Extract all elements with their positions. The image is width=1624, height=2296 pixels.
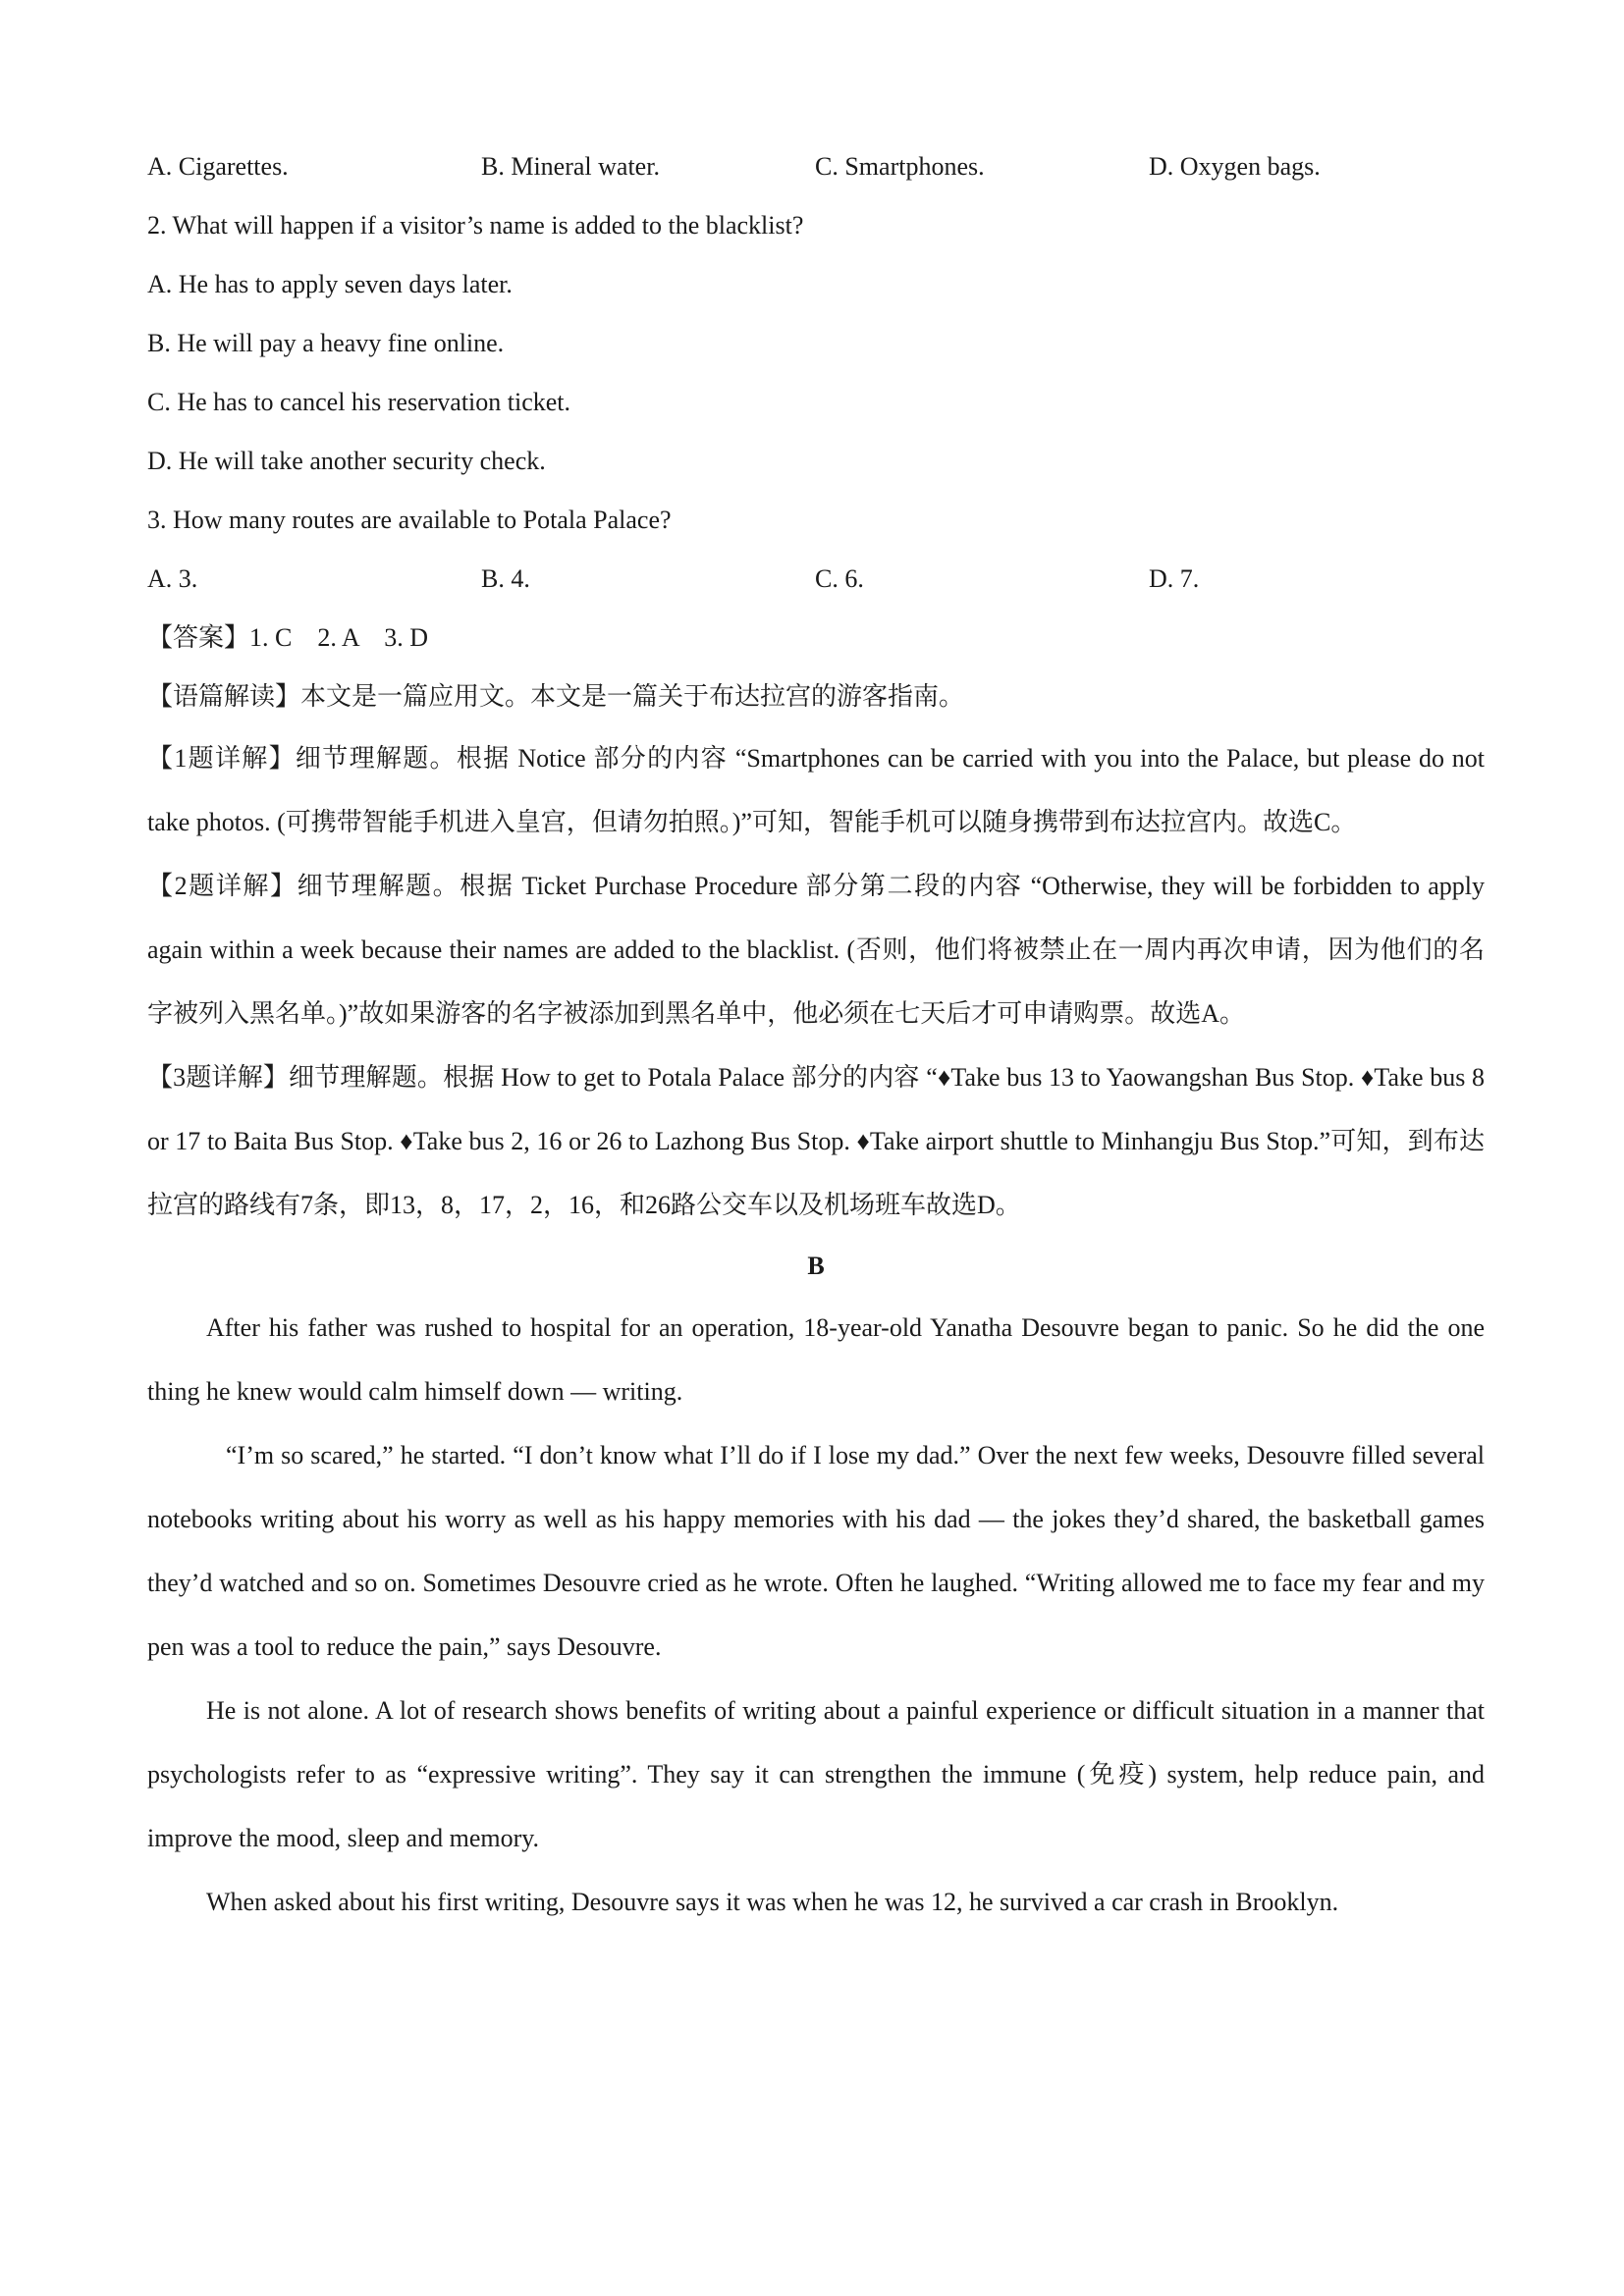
detail-explanation-1: 【1题详解】细节理解题。根据 Notice 部分的内容 “Smartphones can be carried with you into the Palace, but please do not take photos. (可携带智能手机进入皇宫，但请勿拍照。)”可知，智能手机可以随身携带到布达拉宫内。故选C。 — [147, 744, 1485, 836]
document-page — [147, 137, 1485, 1934]
q3-question: 3. How many routes are available to Potala Palace? — [147, 506, 672, 534]
q3-options — [147, 550, 1485, 609]
passage-b-paragraph-3: He is not alone. A lot of research shows benefits of writing about a painful experience or difficult situation in a manner that psychologists refer to as “expressive writing”. They say it can strengthen the immune (免疫) system, help reduce pain, and improve the mood, sleep and memory. — [147, 1696, 1485, 1852]
q1-option-c: C. Smartphones. — [815, 152, 985, 181]
q1-option-a: A. Cigarettes. — [147, 152, 289, 181]
q3-option-c: C. 6. — [815, 564, 864, 593]
passage-reading-note: 【语篇解读】本文是一篇应用文。本文是一篇关于布达拉宫的游客指南。 — [147, 682, 965, 711]
q3-option-b: B. 4. — [481, 564, 530, 593]
q1-option-d: D. Oxygen bags. — [1149, 152, 1321, 181]
q3-option-a: A. 3. — [147, 564, 198, 593]
q2-option-b: B. He will pay a heavy fine online. — [147, 329, 505, 357]
detail-explanation-3: 【3题详解】细节理解题。根据 How to get to Potala Palace 部分的内容 “♦Take bus 13 to Yaowangshan Bus Stop. ♦Take bus 8 or 17 to Baita Bus Stop. ♦Take bus 2, 16 or 26 to Lazhong Bus Stop. ♦Take airport shuttle to Minhangju Bus Stop.”可知，到布达拉宫的路线有7条，即13，8，17，2，16，和26路公交车以及机场班车故选D。 — [147, 1063, 1485, 1219]
passage-b-paragraph-4: When asked about his first writing, Desouvre says it was when he was 12, he survived a car crash in Brooklyn. — [206, 1888, 1339, 1916]
passage-b-paragraph-2: “I’m so scared,” he started. “I don’t know what I’ll do if I lose my dad.” Over the next few weeks, Desouvre filled several notebooks writing about his worry as well as his happy memories with his dad — the jokes they’d shared, the basketball games they’d watched and so on. Sometimes Desouvre cried as he wrote. Often he laughed. “Writing allowed me to face my fear and my pen was a tool to reduce the pain,” says Desouvre. — [147, 1441, 1485, 1661]
section-b-heading: B — [807, 1252, 825, 1280]
q2-option-d: D. He will take another security check. — [147, 447, 546, 475]
q2-option-a: A. He has to apply seven days later. — [147, 270, 513, 298]
q2-option-c: C. He has to cancel his reservation ticket. — [147, 388, 571, 416]
q1-option-b: B. Mineral water. — [481, 152, 660, 181]
answer-key: 【答案】1. C 2. A 3. D — [147, 623, 429, 652]
passage-b-paragraph-1: After his father was rushed to hospital for an operation, 18-year-old Yanatha Desouvre began to panic. So he did the one thing he knew would calm himself down — writing. — [147, 1313, 1485, 1406]
q3-option-d: D. 7. — [1149, 564, 1200, 593]
q1-options — [147, 137, 1485, 196]
detail-explanation-2: 【2题详解】细节理解题。根据 Ticket Purchase Procedure 部分第二段的内容 “Otherwise, they will be forbidden to apply again within a week because their names are added to the blacklist. (否则，他们将被禁止在一周内再次申请，因为他们的名字被列入黑名单。)”故如果游客的名字被添加到黑名单中，他必须在七天后才可申请购票。故选A。 — [147, 872, 1485, 1028]
q2-question: 2. What will happen if a visitor’s name is added to the blacklist? — [147, 211, 804, 240]
